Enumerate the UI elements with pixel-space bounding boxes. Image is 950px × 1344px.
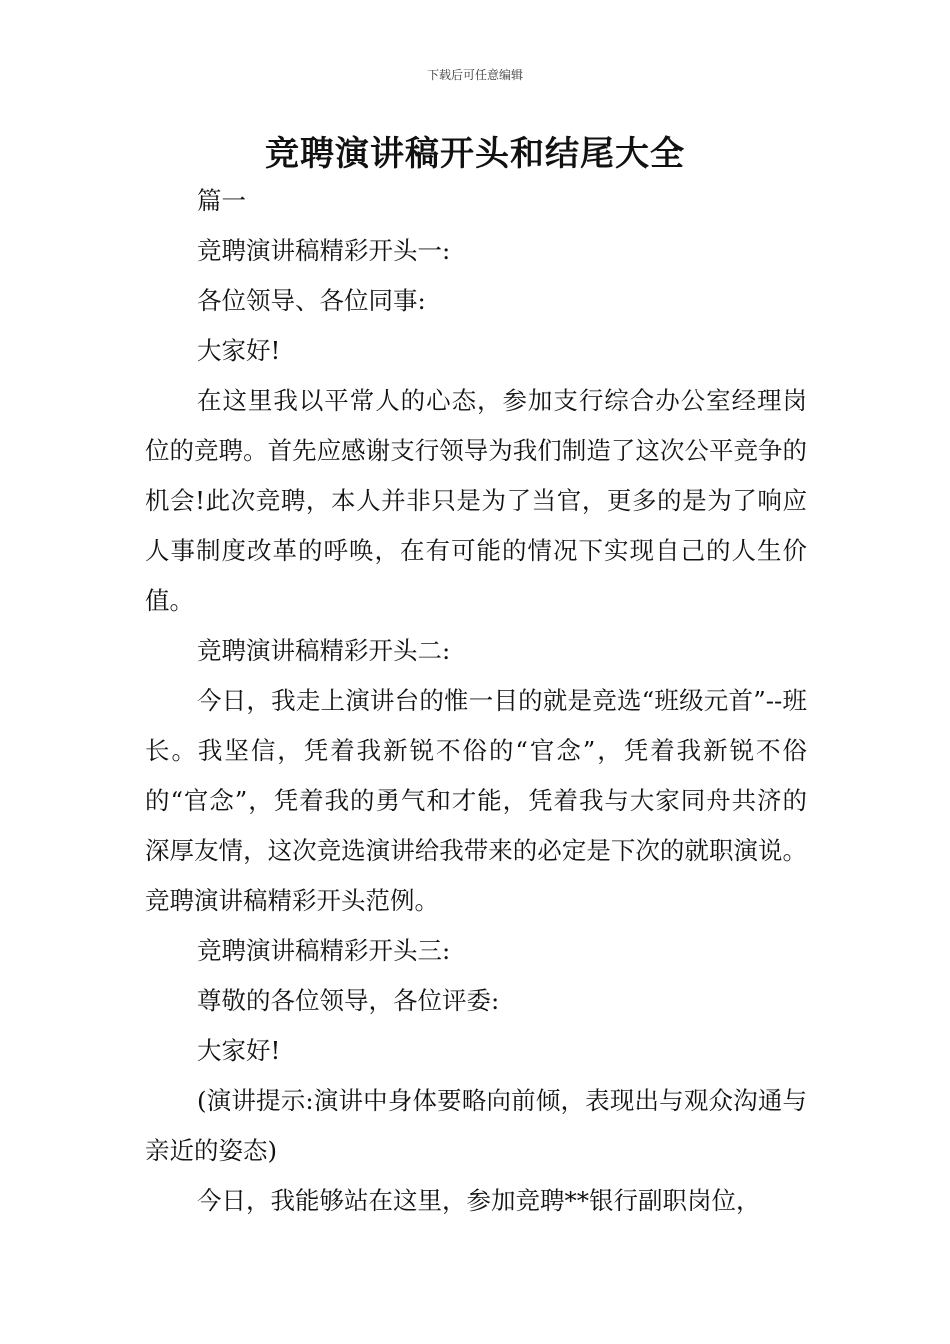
header-note: 下载后可任意编辑 — [426, 68, 523, 82]
section-label: 篇一 — [197, 186, 246, 215]
salutation: 尊敬的各位领导，各位评委: — [197, 986, 500, 1015]
greeting: 大家好! — [197, 336, 281, 365]
document-title: 竞聘演讲稿开头和结尾大全 — [265, 134, 685, 174]
paragraph-opening-1: 在这里我以平常人的心态，参加支行综合办公室经理岗位的竞聘。首先应感谢支行领导为我们制造了这次公平竞争的机会!此次竞聘，本人并非只是为了当官，更多的是为了响应人事制度改革的呼唤，在有可能的情况下实现自己的人生价值。 — [145, 386, 807, 615]
subheading-opening-2: 竞聘演讲稿精彩开头二: — [197, 636, 451, 665]
paragraph-opening-3: 今日，我能够站在这里，参加竞聘**银行副职岗位， — [197, 1186, 761, 1215]
salutation: 各位领导、各位同事: — [197, 286, 426, 315]
document-body — [145, 176, 807, 1226]
greeting: 大家好! — [197, 1036, 281, 1065]
subheading-opening-3: 竞聘演讲稿精彩开头三: — [197, 936, 451, 965]
subheading-opening-1: 竞聘演讲稿精彩开头一: — [197, 236, 451, 265]
speech-tip: (演讲提示:演讲中身体要略向前倾，表现出与观众沟通与亲近的姿态) — [145, 1086, 807, 1165]
paragraph-opening-2: 今日，我走上演讲台的惟一目的就是竞选“班级元首”--班长。我坚信，凭着我新锐不俗的“官念”，凭着我新锐不俗的“官念”，凭着我的勇气和才能，凭着我与大家同舟共济的深厚友情，这次竞选演讲给我带来的必定是下次的就职演说。竞聘演讲稿精彩开头范例。 — [145, 686, 807, 915]
